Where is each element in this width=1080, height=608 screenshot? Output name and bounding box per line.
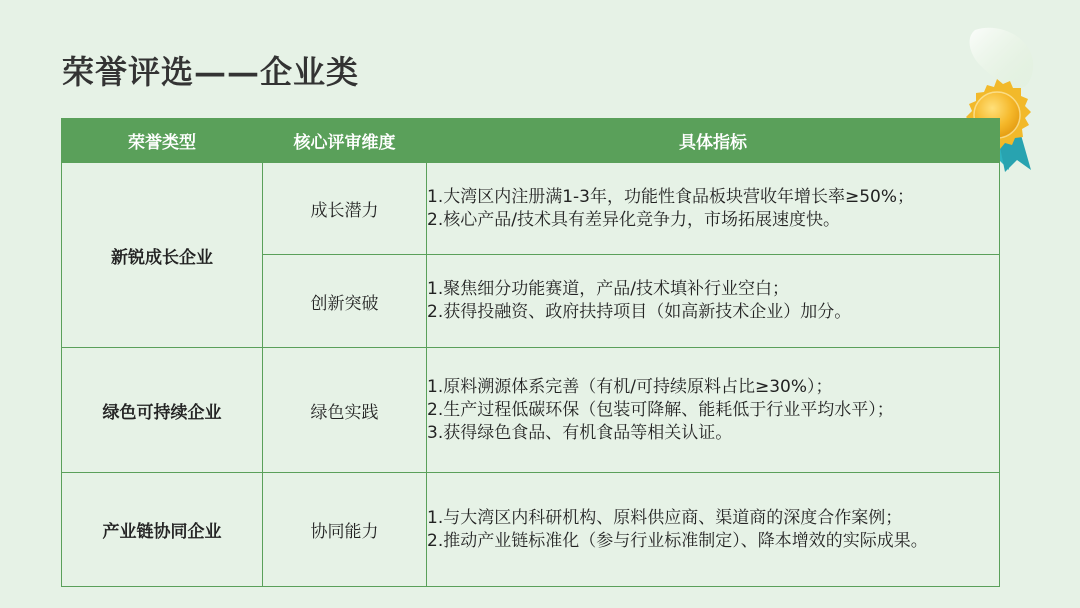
table-row (62, 473, 1000, 587)
dimension-cell: 成长潜力 (263, 163, 427, 255)
table-header-row (62, 119, 1000, 163)
dimension-cell: 创新突破 (263, 255, 427, 348)
indicator-line: 2.获得投融资、政府扶持项目（如高新技术企业）加分。 (427, 302, 852, 322)
indicator-line: 1.与大湾区内科研机构、原料供应商、渠道商的深度合作案例； (427, 507, 903, 528)
table-row (62, 348, 1000, 473)
header-core-dimension: 核心评审维度 (263, 119, 427, 163)
indicator-cell (427, 348, 1000, 473)
indicator-cell (427, 163, 1000, 255)
indicator-line: 3.获得绿色食品、有机食品等相关认证。 (427, 422, 733, 443)
dimension-cell: 协同能力 (263, 473, 427, 587)
indicator-line: 1.聚焦细分功能赛道，产品/技术填补行业空白； (427, 279, 789, 299)
page-title: 荣誉评选——企业类 (62, 53, 360, 91)
honor-type-cell: 绿色可持续企业 (62, 348, 263, 473)
indicator-line: 2.推动产业链标准化（参与行业标准制定）、降本增效的实际成果。 (427, 530, 928, 551)
indicator-line: 2.核心产品/技术具有差异化竞争力，市场拓展速度快。 (427, 209, 840, 230)
table-row (62, 163, 1000, 255)
indicator-cell (427, 255, 1000, 348)
honor-criteria-table (61, 118, 1000, 587)
indicator-cell (427, 473, 1000, 587)
dimension-cell: 绿色实践 (263, 348, 427, 473)
honor-type-cell: 新锐成长企业 (62, 163, 263, 348)
indicator-line: 1.原料溯源体系完善（有机/可持续原料占比≥30%）； (427, 376, 833, 397)
indicator-line: 2.生产过程低碳环保（包装可降解、能耗低于行业平均水平）； (427, 399, 894, 420)
header-specific-indicators: 具体指标 (427, 119, 1000, 163)
header-honor-type: 荣誉类型 (62, 119, 263, 163)
indicator-line: 1.大湾区内注册满1-3年，功能性食品板块营收年增长率≥50%； (427, 186, 915, 207)
honor-type-cell: 产业链协同企业 (62, 473, 263, 587)
